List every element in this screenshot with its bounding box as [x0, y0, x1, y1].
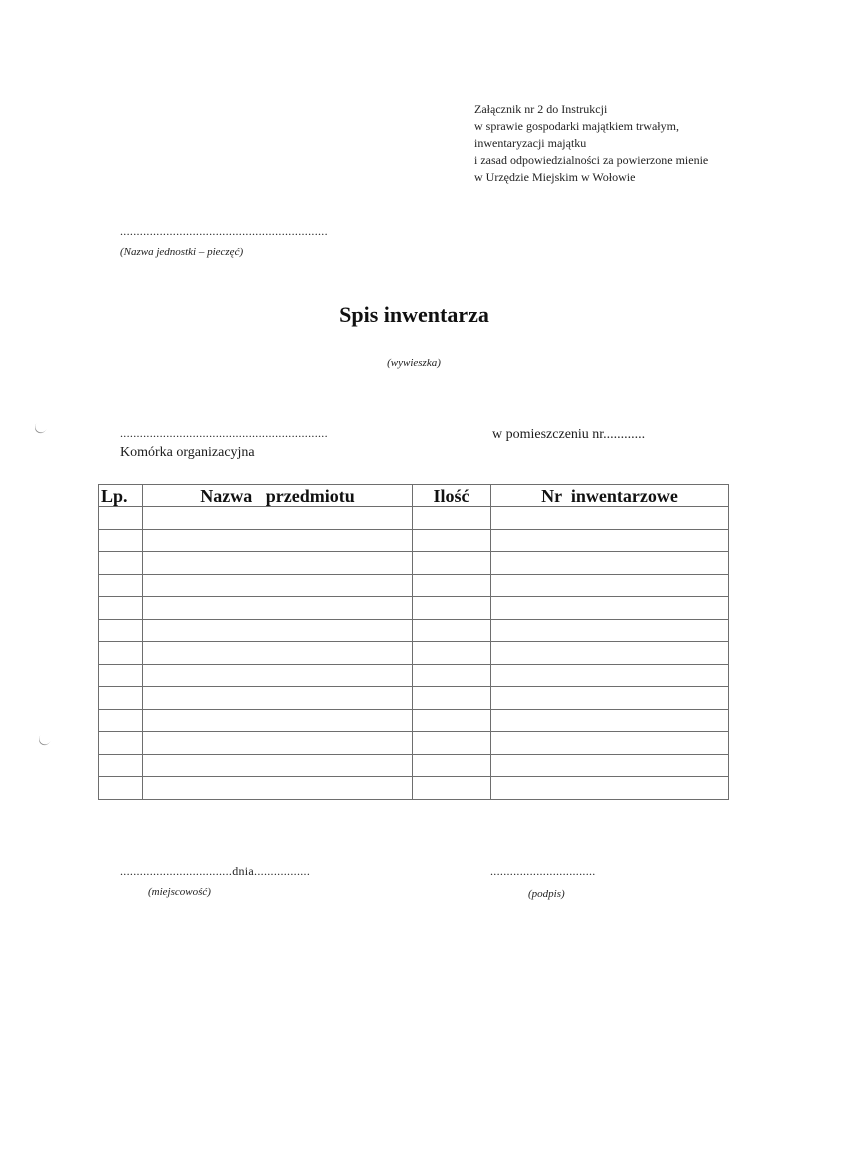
cell-inventory-number — [491, 529, 729, 552]
cell-quantity — [413, 529, 491, 552]
table-row — [99, 642, 729, 665]
cell-item-name — [143, 507, 413, 530]
cell-inventory-number — [491, 552, 729, 575]
cell-item-name — [143, 732, 413, 755]
cell-item-name — [143, 597, 413, 620]
cell-lp — [99, 529, 143, 552]
cell-quantity — [413, 777, 491, 800]
cell-inventory-number — [491, 574, 729, 597]
cell-inventory-number — [491, 642, 729, 665]
document-subtitle: (wywieszka) — [387, 357, 441, 369]
cell-item-name — [143, 552, 413, 575]
cell-inventory-number — [491, 507, 729, 530]
table-row — [99, 732, 729, 755]
place-date-field: ..................................dnia................. — [120, 864, 311, 878]
table-row — [99, 507, 729, 530]
cell-item-name — [143, 777, 413, 800]
table-row — [99, 574, 729, 597]
cell-item-name — [143, 687, 413, 710]
cell-item-name — [143, 529, 413, 552]
annex-line: i zasad odpowiedzialności za powierzone mienie — [474, 153, 709, 167]
table-row — [99, 529, 729, 552]
cell-lp — [99, 619, 143, 642]
header-item-name: Nazwa przedmiotu — [143, 485, 413, 507]
inventory-table — [98, 484, 729, 800]
document-title: Spis inwentarza — [339, 302, 489, 327]
table-body — [99, 507, 729, 800]
table-row — [99, 664, 729, 687]
cell-lp — [99, 552, 143, 575]
table-row — [99, 597, 729, 620]
cell-quantity — [413, 709, 491, 732]
cell-lp — [99, 687, 143, 710]
annex-line: inwentaryzacji majątku — [474, 136, 587, 150]
org-unit-label: Komórka organizacyjna — [120, 445, 255, 460]
cell-inventory-number — [491, 687, 729, 710]
cell-inventory-number — [491, 709, 729, 732]
room-number-field: w pomieszczeniu nr............ — [492, 427, 646, 442]
table-row — [99, 777, 729, 800]
table-row — [99, 687, 729, 710]
cell-lp — [99, 709, 143, 732]
cell-quantity — [413, 664, 491, 687]
cell-item-name — [143, 642, 413, 665]
cell-quantity — [413, 574, 491, 597]
cell-lp — [99, 732, 143, 755]
cell-quantity — [413, 597, 491, 620]
annex-note — [474, 101, 708, 186]
cell-lp — [99, 597, 143, 620]
cell-item-name — [143, 664, 413, 687]
punch-hole-mark — [33, 417, 51, 436]
cell-quantity — [413, 687, 491, 710]
cell-inventory-number — [491, 732, 729, 755]
cell-quantity — [413, 642, 491, 665]
header-inventory-number: Nr inwentarzowe — [491, 485, 729, 507]
table-row — [99, 552, 729, 575]
cell-inventory-number — [491, 777, 729, 800]
annex-line: w Urzędzie Miejskim w Wołowie — [474, 170, 636, 184]
cell-item-name — [143, 709, 413, 732]
cell-lp — [99, 754, 143, 777]
cell-quantity — [413, 552, 491, 575]
table-row — [99, 619, 729, 642]
cell-inventory-number — [491, 664, 729, 687]
cell-inventory-number — [491, 597, 729, 620]
org-unit-field: ............................................................... — [120, 426, 328, 440]
header-quantity: Ilość — [413, 485, 491, 507]
cell-lp — [99, 777, 143, 800]
cell-quantity — [413, 754, 491, 777]
unit-name-caption: (Nazwa jednostki – pieczęć) — [120, 246, 244, 258]
annex-line: Załącznik nr 2 do Instrukcji — [474, 102, 608, 116]
cell-item-name — [143, 754, 413, 777]
cell-quantity — [413, 507, 491, 530]
signature-caption: (podpis) — [528, 888, 565, 900]
signature-field: ................................ — [490, 864, 596, 878]
header-lp: Lp. — [99, 485, 143, 507]
cell-lp — [99, 574, 143, 597]
cell-inventory-number — [491, 754, 729, 777]
table-header-row — [99, 485, 729, 507]
cell-lp — [99, 664, 143, 687]
punch-hole-mark — [37, 729, 55, 748]
cell-quantity — [413, 619, 491, 642]
cell-lp — [99, 507, 143, 530]
cell-inventory-number — [491, 619, 729, 642]
unit-name-field: ............................................................... — [120, 224, 328, 238]
place-caption: (miejscowość) — [148, 886, 211, 898]
cell-quantity — [413, 732, 491, 755]
cell-item-name — [143, 574, 413, 597]
table-row — [99, 709, 729, 732]
annex-line: w sprawie gospodarki majątkiem trwałym, — [474, 119, 679, 133]
cell-lp — [99, 642, 143, 665]
cell-item-name — [143, 619, 413, 642]
table-row — [99, 754, 729, 777]
